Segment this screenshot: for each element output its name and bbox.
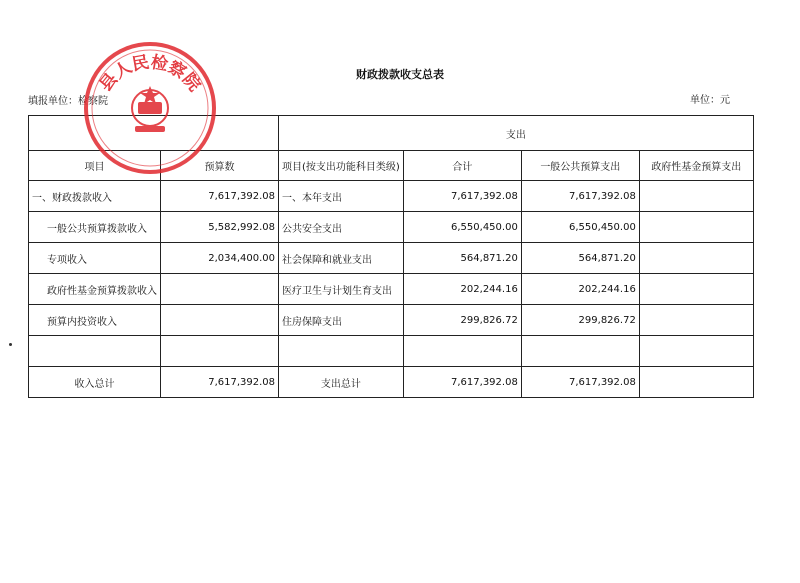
income-total-label: 收入总计 <box>29 367 161 398</box>
fund-value <box>639 181 753 212</box>
table-row <box>29 212 754 243</box>
header-expense-group: 支出 <box>279 116 754 151</box>
header-row-columns <box>29 151 754 181</box>
general-value: 564,871.20 <box>521 243 639 274</box>
budget-value: 7,617,392.08 <box>161 181 279 212</box>
table-row <box>29 243 754 274</box>
svg-text:县人民检察院: 县人民检察院 <box>95 52 205 96</box>
header-general: 一般公共预算支出 <box>521 151 639 181</box>
expense-general-value: 7,617,392.08 <box>521 367 639 398</box>
income-item: 预算内投资收入 <box>29 305 161 336</box>
expense-item: 住房保障支出 <box>279 305 404 336</box>
table-row <box>29 305 754 336</box>
header-item: 项目 <box>29 151 161 181</box>
income-total-value: 7,617,392.08 <box>161 367 279 398</box>
header-fund: 政府性基金预算支出 <box>639 151 753 181</box>
budget-value <box>161 274 279 305</box>
table-row <box>29 181 754 212</box>
budget-value: 5,582,992.08 <box>161 212 279 243</box>
budget-value <box>161 336 279 367</box>
table-row <box>29 336 754 367</box>
totals-row <box>29 367 754 398</box>
income-item: 一般公共预算拨款收入 <box>29 212 161 243</box>
general-value: 202,244.16 <box>521 274 639 305</box>
fund-value <box>639 336 753 367</box>
expense-item <box>279 336 404 367</box>
total-value: 6,550,450.00 <box>403 212 521 243</box>
expense-item: 公共安全支出 <box>279 212 404 243</box>
budget-value <box>161 305 279 336</box>
filling-unit: 填报单位：检察院 <box>28 96 108 107</box>
expense-item: 社会保障和就业支出 <box>279 243 404 274</box>
header-income-group <box>29 116 279 151</box>
income-item <box>29 336 161 367</box>
budget-summary-table <box>28 115 754 398</box>
general-value: 299,826.72 <box>521 305 639 336</box>
general-value <box>521 336 639 367</box>
expense-total-label: 支出总计 <box>279 367 404 398</box>
header-func-item: 项目(按支出功能科目类级) <box>279 151 404 181</box>
header-row-group <box>29 116 754 151</box>
general-value: 7,617,392.08 <box>521 181 639 212</box>
expense-total-value: 7,617,392.08 <box>403 367 521 398</box>
budget-value: 2,034,400.00 <box>161 243 279 274</box>
expense-item: 一、本年支出 <box>279 181 404 212</box>
income-item: 专项收入 <box>29 243 161 274</box>
total-value <box>403 336 521 367</box>
table-title: 财政拨款收支总表 <box>356 68 444 81</box>
total-value: 202,244.16 <box>403 274 521 305</box>
scan-dot <box>9 343 12 346</box>
header-budget: 预算数 <box>161 151 279 181</box>
general-value: 6,550,450.00 <box>521 212 639 243</box>
total-value: 7,617,392.08 <box>403 181 521 212</box>
header-total: 合计 <box>403 151 521 181</box>
fund-value <box>639 243 753 274</box>
total-value: 564,871.20 <box>403 243 521 274</box>
fund-value <box>639 274 753 305</box>
fund-value <box>639 212 753 243</box>
total-value: 299,826.72 <box>403 305 521 336</box>
income-item: 政府性基金预算拨款收入 <box>29 274 161 305</box>
table-row <box>29 274 754 305</box>
expense-item: 医疗卫生与计划生育支出 <box>279 274 404 305</box>
currency-unit: 单位：元 <box>690 95 730 106</box>
expense-fund-value <box>639 367 753 398</box>
fund-value <box>639 305 753 336</box>
income-item: 一、财政拨款收入 <box>29 181 161 212</box>
